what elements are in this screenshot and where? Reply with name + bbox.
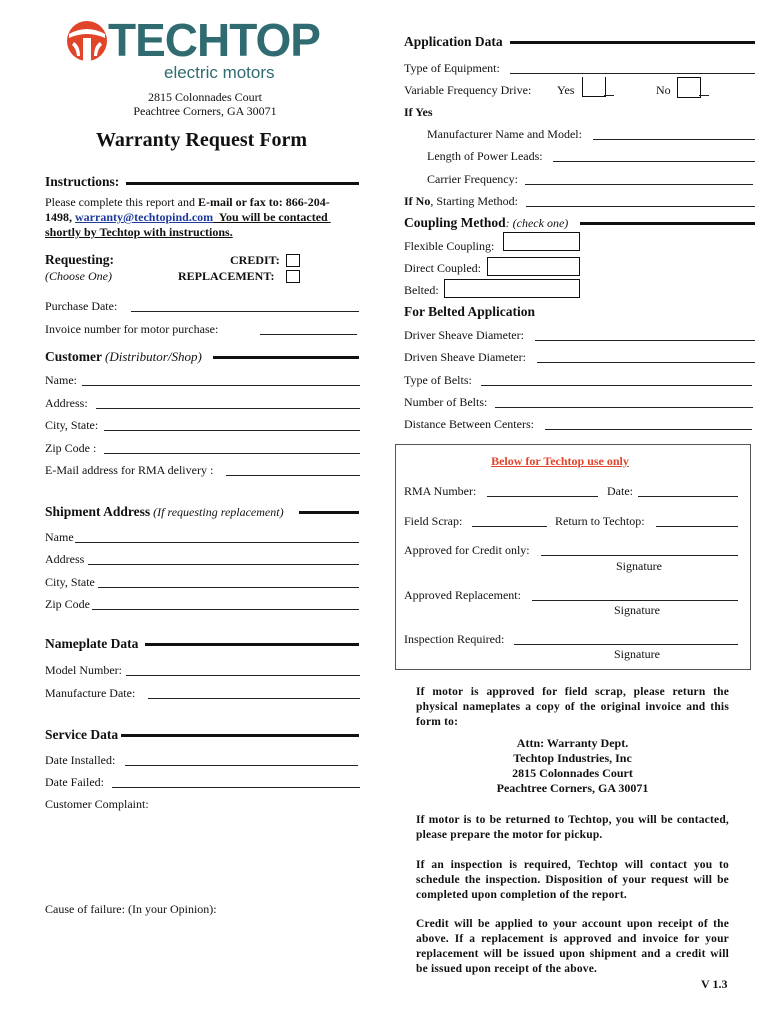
inspection-signature-label: Signature	[614, 647, 660, 661]
warranty-email-link[interactable]: warranty@techtopind.com	[75, 210, 214, 224]
scrap-note: If motor is approved for field scrap, please return the physical nameplates a copy of the original invoice and this form to:	[416, 686, 729, 728]
starting-method-label: , Starting Method:	[430, 194, 519, 208]
logo-wordmark: TECHTOP	[108, 14, 320, 66]
carrier-frequency-label: Carrier Frequency:	[427, 172, 518, 186]
customer-zip-label: Zip Code :	[45, 441, 97, 455]
attn-line-4: Peachtree Corners, GA 30071	[496, 781, 649, 795]
field-scrap-label: Field Scrap:	[404, 514, 463, 528]
replacement-approval-field[interactable]	[532, 600, 738, 601]
credit-signature-label: Signature	[616, 559, 662, 573]
shipment-address-field[interactable]	[88, 564, 359, 565]
return-note: If motor is to be returned to Techtop, you will be contacted, please prepare the motor for pickup.	[416, 814, 729, 841]
service-rule	[121, 734, 359, 737]
customer-rule	[213, 356, 359, 359]
version-label: V 1.3	[701, 977, 728, 991]
shipment-city-label: City, State	[45, 575, 95, 589]
credit-approval-field[interactable]	[541, 555, 738, 556]
lead-length-field[interactable]	[553, 161, 755, 162]
belted-label: Belted:	[404, 283, 439, 297]
manufacturer-field[interactable]	[593, 139, 755, 140]
instructions-line-2	[45, 210, 331, 224]
model-number-label: Model Number:	[45, 663, 122, 677]
attn-line-1: Attn: Warranty Dept.	[516, 736, 629, 750]
vfd-no-box[interactable]	[677, 77, 701, 98]
instructions-line-3: shortly by Techtop with instructions.	[45, 225, 233, 239]
date-failed-field[interactable]	[112, 787, 360, 788]
lead-length-label: Length of Power Leads:	[427, 149, 543, 163]
invoice-number-field[interactable]	[260, 334, 357, 335]
customer-email-field[interactable]	[226, 475, 360, 476]
instructions-rule	[126, 182, 359, 185]
manufacture-date-field[interactable]	[148, 698, 360, 699]
customer-name-label: Name:	[45, 373, 77, 387]
driven-sheave-field[interactable]	[537, 362, 755, 363]
application-rule	[510, 41, 755, 44]
replacement-label: REPLACEMENT:	[178, 269, 275, 283]
purchase-date-field[interactable]	[131, 311, 359, 312]
instructions-heading: Instructions:	[45, 174, 120, 189]
shipment-zip-field[interactable]	[92, 609, 359, 610]
manufacture-date-label: Manufacture Date:	[45, 686, 136, 700]
belt-type-label: Type of Belts:	[404, 373, 472, 387]
customer-city-label: City, State:	[45, 418, 99, 432]
centers-field[interactable]	[545, 429, 752, 430]
rma-number-label: RMA Number:	[404, 484, 477, 498]
shipment-heading-text: Shipment Address	[45, 504, 151, 519]
belted-heading: For Belted Application	[404, 304, 536, 319]
return-field[interactable]	[656, 526, 738, 527]
belt-count-field[interactable]	[495, 407, 753, 408]
rma-date-label: Date:	[607, 484, 633, 498]
logo-tagline: electric motors	[164, 63, 275, 82]
model-number-field[interactable]	[126, 675, 360, 676]
date-installed-label: Date Installed:	[45, 753, 116, 767]
credit-checkbox[interactable]	[286, 254, 300, 267]
vfd-yes-label: Yes	[557, 83, 575, 97]
starting-method-field[interactable]	[526, 206, 755, 207]
instructions-text: Please complete this report and	[45, 195, 198, 209]
direct-coupled-box[interactable]	[487, 257, 580, 276]
vfd-no-line	[699, 95, 709, 96]
instructions-fax-end: 1498,	[45, 210, 75, 224]
rma-number-field[interactable]	[487, 496, 598, 497]
coupling-heading-text: Coupling Method	[404, 215, 506, 230]
customer-name-field[interactable]	[82, 385, 360, 386]
flexible-coupling-box[interactable]	[503, 232, 580, 251]
requesting-sub: (Choose One)	[45, 269, 112, 283]
replacement-approval-label: Approved Replacement:	[404, 588, 521, 602]
field-scrap-field[interactable]	[472, 526, 547, 527]
customer-complaint-label: Customer Complaint:	[45, 797, 149, 811]
cause-of-failure-label: Cause of failure: (In your Opinion):	[45, 902, 217, 916]
shipment-rule	[299, 511, 359, 514]
invoice-number-label: Invoice number for motor purchase:	[45, 322, 219, 336]
customer-email-label: E-Mail address for RMA delivery :	[45, 463, 214, 477]
direct-coupled-label: Direct Coupled:	[404, 261, 481, 275]
credit-approval-label: Approved for Credit only:	[404, 543, 530, 557]
customer-complaint-area[interactable]	[45, 812, 360, 897]
vfd-yes-box[interactable]	[582, 77, 606, 97]
purchase-date-label: Purchase Date:	[45, 299, 118, 313]
coupling-heading	[404, 216, 568, 230]
vfd-yes-line	[604, 95, 614, 96]
if-yes-label: If Yes	[404, 105, 433, 119]
instructions-fax: E-mail or fax to: 866-204-	[197, 195, 330, 209]
driver-sheave-field[interactable]	[535, 340, 755, 341]
nameplate-heading: Nameplate Data	[45, 636, 139, 651]
instructions-line-1	[45, 195, 330, 209]
return-label: Return to Techtop:	[555, 514, 645, 528]
nameplate-rule	[145, 643, 359, 646]
logo-mark-icon	[66, 20, 108, 66]
cause-of-failure-area[interactable]	[45, 917, 360, 997]
attn-line-2: Techtop Industries, Inc	[513, 751, 632, 765]
page-title: Warranty Request Form	[96, 129, 308, 151]
manufacturer-label: Manufacturer Name and Model:	[427, 127, 582, 141]
service-heading: Service Data	[45, 727, 119, 742]
customer-address-label: Address:	[45, 396, 88, 410]
techtop-use-heading: Below for Techtop use only	[491, 454, 629, 468]
vfd-no-label: No	[656, 83, 671, 97]
address-line-1: 2815 Colonnades Court	[148, 90, 262, 104]
rma-date-field[interactable]	[638, 496, 738, 497]
if-no-label: If No	[404, 194, 431, 208]
instructions-contact: You will be contacted	[213, 210, 331, 224]
credit-note: Credit will be applied to your account upon receipt of the above. If a replacement is approved and invoice for your replacement will be issued upon shipment and a credit will be issued upon receipt of the above.	[416, 918, 729, 975]
replacement-checkbox[interactable]	[286, 270, 300, 283]
belt-count-label: Number of Belts:	[404, 395, 488, 409]
driver-sheave-label: Driver Sheave Diameter:	[404, 328, 524, 342]
flexible-coupling-label: Flexible Coupling:	[404, 239, 495, 253]
date-failed-label: Date Failed:	[45, 775, 104, 789]
inspection-field[interactable]	[514, 644, 738, 645]
techtop-logo	[66, 14, 341, 86]
attn-line-3: 2815 Colonnades Court	[512, 766, 633, 780]
if-no-line	[404, 194, 518, 208]
equipment-label: Type of Equipment:	[404, 61, 500, 75]
driven-sheave-label: Driven Sheave Diameter:	[404, 350, 526, 364]
customer-heading-text: Customer	[45, 349, 102, 364]
customer-heading	[45, 350, 202, 364]
customer-address-field[interactable]	[96, 408, 360, 409]
vfd-label: Variable Frequency Drive:	[404, 83, 532, 97]
coupling-heading-sub: : (check one)	[505, 216, 569, 230]
application-heading: Application Data	[404, 34, 503, 49]
centers-label: Distance Between Centers:	[404, 417, 534, 431]
replacement-signature-label: Signature	[614, 603, 660, 617]
belted-box[interactable]	[444, 279, 580, 298]
shipment-name-label: Name	[45, 530, 74, 544]
carrier-frequency-field[interactable]	[525, 184, 753, 185]
address-line-2: Peachtree Corners, GA 30071	[133, 104, 277, 118]
belt-type-field[interactable]	[481, 385, 752, 386]
inspection-label: Inspection Required:	[404, 632, 505, 646]
customer-zip-field[interactable]	[104, 453, 360, 454]
shipment-zip-label: Zip Code	[45, 597, 90, 611]
credit-label: CREDIT:	[230, 253, 280, 267]
shipment-name-field[interactable]	[75, 542, 359, 543]
customer-heading-sub: (Distributor/Shop)	[105, 349, 202, 364]
customer-city-field[interactable]	[104, 430, 360, 431]
inspection-note: If an inspection is required, Techtop will contact you to schedule the inspection. Disposition of your request will be completed upon completion of the report.	[416, 859, 729, 901]
shipment-heading	[45, 505, 284, 519]
requesting-label: Requesting:	[45, 252, 115, 267]
shipment-city-field[interactable]	[98, 587, 359, 588]
shipment-heading-sub: (If requesting replacement)	[153, 505, 284, 519]
shipment-address-label: Address	[45, 552, 85, 566]
date-installed-field[interactable]	[125, 765, 358, 766]
equipment-field[interactable]	[510, 73, 755, 74]
coupling-rule	[580, 222, 755, 225]
